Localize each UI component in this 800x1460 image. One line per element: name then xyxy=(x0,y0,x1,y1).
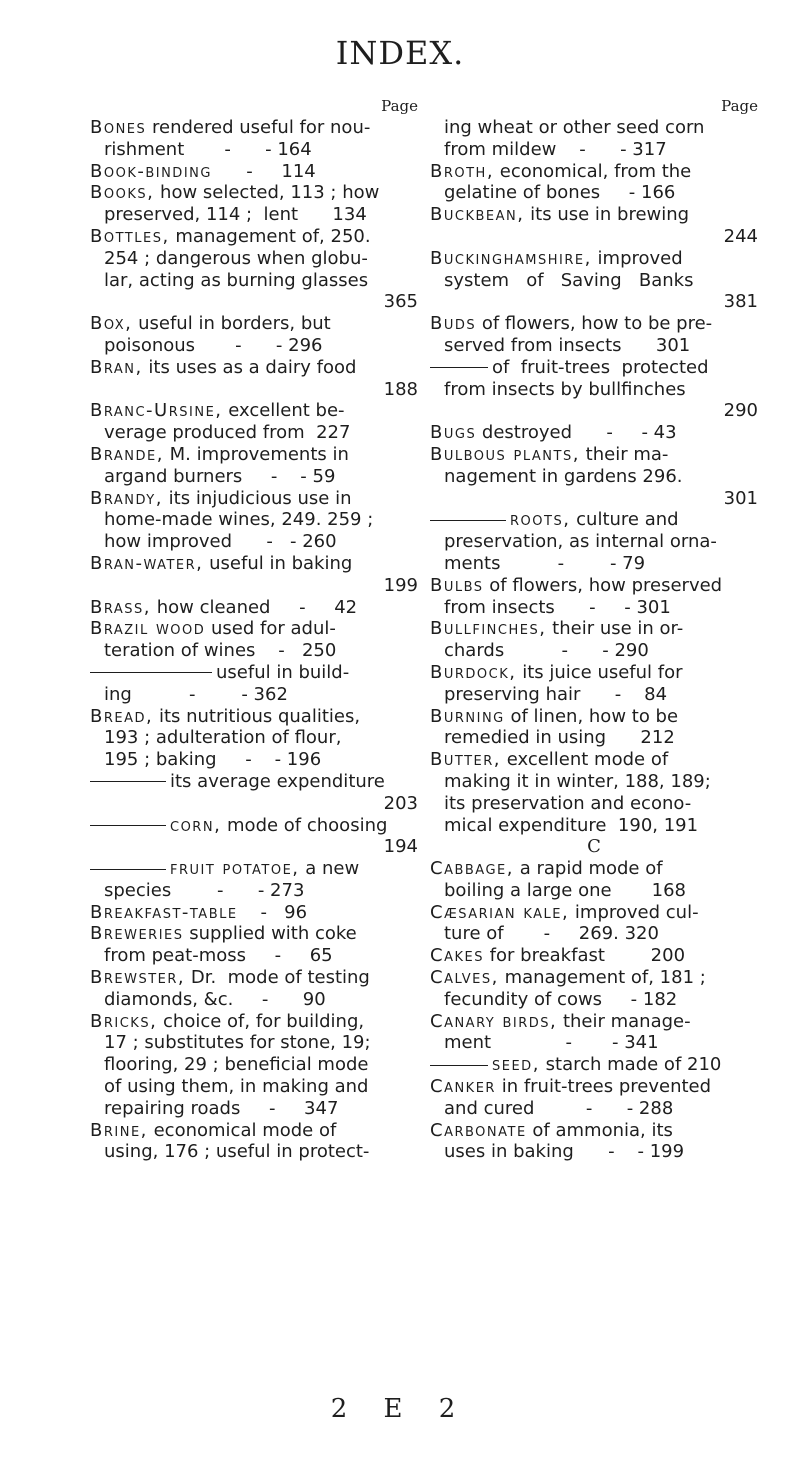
index-line xyxy=(90,989,418,1011)
index-entry-text: rishment - - 164 xyxy=(104,138,312,160)
index-line xyxy=(430,575,758,597)
index-line xyxy=(90,1098,418,1120)
ditto-rule xyxy=(430,520,506,521)
index-line xyxy=(90,248,418,270)
index-line xyxy=(90,662,418,684)
index-line xyxy=(430,270,758,292)
index-line xyxy=(90,749,418,771)
index-line xyxy=(90,1032,418,1054)
index-entry-text: 199 xyxy=(383,574,418,596)
index-line xyxy=(90,618,418,640)
index-line xyxy=(90,531,418,553)
index-entry-text: argand burners - - 59 xyxy=(104,465,336,487)
index-line xyxy=(430,640,758,662)
index-entry-text: its preservation and econo- xyxy=(444,792,692,814)
index-line xyxy=(90,139,418,161)
index-line xyxy=(90,923,418,945)
index-entry-text: from peat-moss - 65 xyxy=(104,945,333,967)
index-entry-text: its nutritious qualities, xyxy=(153,705,361,727)
index-line xyxy=(90,771,418,793)
index-entry-text: poisonous - - 296 xyxy=(104,334,323,356)
index-entry-text: a new xyxy=(299,858,360,880)
index-line xyxy=(90,836,418,858)
index-entry-text: mode of choosing xyxy=(221,814,388,836)
index-line xyxy=(430,379,758,401)
index-line xyxy=(430,248,758,270)
index-headword: corn, xyxy=(170,814,222,836)
index-line xyxy=(90,357,418,379)
index-line xyxy=(430,902,758,924)
index-line xyxy=(430,880,758,902)
index-line xyxy=(90,706,418,728)
index-entry-text: of ammonia, its xyxy=(526,1119,673,1141)
index-entry-text: its juice useful for xyxy=(516,661,683,683)
index-entry-text: uses in baking - - 199 xyxy=(444,1141,685,1163)
index-line xyxy=(430,313,758,335)
index-line xyxy=(90,161,418,183)
index-line xyxy=(90,117,418,139)
index-entry-text: supplied with coke xyxy=(183,923,357,945)
index-line xyxy=(430,597,758,619)
index-line xyxy=(90,597,418,619)
index-entry-text: species - - 273 xyxy=(104,879,305,901)
index-line xyxy=(90,270,418,292)
index-line xyxy=(430,553,758,575)
index-entry-text: 203 xyxy=(383,792,418,814)
index-headword: Cæsarian kale, xyxy=(430,901,570,923)
index-entry-text: 193 ; adulteration of flour, xyxy=(104,727,342,749)
index-headword: Canary birds, xyxy=(430,1010,558,1032)
index-entry-text: a rapid mode of xyxy=(513,858,663,880)
index-line xyxy=(430,793,758,815)
index-line xyxy=(90,880,418,902)
ditto-rule xyxy=(430,367,488,368)
index-headword: fruit potatoe, xyxy=(170,858,300,880)
index-line xyxy=(430,815,758,837)
index-line xyxy=(430,1011,758,1033)
index-line xyxy=(430,226,758,248)
index-headword: Butter, xyxy=(430,749,501,771)
index-entry-text: Dr. mode of testing xyxy=(185,967,370,989)
index-headword: Brass, xyxy=(90,596,151,618)
index-entry-text: ments - - 79 xyxy=(444,552,646,574)
index-line xyxy=(430,531,758,553)
index-entry-text: useful in baking xyxy=(203,552,353,574)
index-entry-text: of fruit-trees protected xyxy=(492,356,709,378)
index-line xyxy=(90,1011,418,1033)
index-line xyxy=(90,509,418,531)
page-title: INDEX. xyxy=(335,34,465,72)
index-line xyxy=(90,815,418,837)
index-line xyxy=(90,1054,418,1076)
index-line xyxy=(430,989,758,1011)
index-headword: Brine, xyxy=(90,1119,148,1141)
index-line xyxy=(430,706,758,728)
index-line xyxy=(430,161,758,183)
index-line xyxy=(430,204,758,226)
index-line xyxy=(430,488,758,510)
index-line xyxy=(430,139,758,161)
index-entry-text: from mildew - - 317 xyxy=(444,138,667,160)
index-entry-text: flooring, 29 ; beneficial mode xyxy=(104,1054,369,1076)
index-headword: Buckbean, xyxy=(430,204,525,226)
index-entry-text: its injudicious use in xyxy=(162,487,352,509)
index-headword: Canker xyxy=(430,1076,496,1098)
index-line xyxy=(90,335,418,357)
index-line xyxy=(430,291,758,313)
index-line xyxy=(90,727,418,749)
index-entry-text: 365 xyxy=(383,291,418,313)
index-entry-text: choice of, for building, xyxy=(157,1010,365,1032)
index-line xyxy=(90,553,418,575)
index-headword: Carbonate xyxy=(430,1119,527,1141)
index-line xyxy=(430,967,758,989)
index-entry-text: management of, 181 ; xyxy=(498,967,706,989)
index-headword: Bulbous plants, xyxy=(430,443,580,465)
index-headword: Books, xyxy=(90,182,155,204)
index-headword: Branc-Ursine, xyxy=(90,400,223,422)
index-entry-text: and cured - - 288 xyxy=(444,1097,674,1119)
index-entry-text: - 114 xyxy=(211,160,316,182)
index-line xyxy=(90,488,418,510)
index-headword: Breakfast-table xyxy=(90,901,238,923)
index-entry-text: 188 xyxy=(383,378,418,400)
index-headword: Breweries xyxy=(90,923,184,945)
index-entry-text: lar, acting as burning glasses xyxy=(104,269,369,291)
index-headword: Burdock, xyxy=(430,661,517,683)
index-line xyxy=(430,182,758,204)
index-line xyxy=(90,793,418,815)
index-line xyxy=(430,1120,758,1142)
index-headword: Bugs xyxy=(430,422,477,444)
ditto-rule xyxy=(90,869,166,870)
index-entry-text: used for adul- xyxy=(205,618,336,640)
index-headword: Box, xyxy=(90,313,133,335)
index-line xyxy=(430,662,758,684)
index-line xyxy=(90,226,418,248)
index-line xyxy=(430,1032,758,1054)
index-entry-text: its average expenditure xyxy=(170,770,385,792)
index-entry-text: preservation, as internal orna- xyxy=(444,531,717,553)
index-entry-text: ing - - 362 xyxy=(104,683,288,705)
index-line xyxy=(430,509,758,531)
index-entry-text: from insects by bullfinches xyxy=(444,378,686,400)
index-entry-text: making it in winter, 188, 189; xyxy=(444,770,711,792)
index-entry-text: ing wheat or other seed corn xyxy=(444,117,705,138)
index-line xyxy=(430,1076,758,1098)
index-line xyxy=(430,684,758,706)
index-line xyxy=(90,902,418,924)
index-line xyxy=(90,1076,418,1098)
index-headword: Calves, xyxy=(430,967,499,989)
index-entry-text: remedied in using 212 xyxy=(444,727,675,749)
index-line xyxy=(90,400,418,422)
index-headword: Bran-water, xyxy=(90,552,204,574)
index-entry-text: 301 xyxy=(723,487,758,509)
index-line xyxy=(430,923,758,945)
page-column-label: Page xyxy=(721,97,758,115)
index-entry-text: economical mode of xyxy=(147,1119,337,1141)
index-headword: Bran, xyxy=(90,356,143,378)
index-entry-text: of linen, how to be xyxy=(504,705,679,727)
index-headword: Bullfinches, xyxy=(430,618,547,640)
index-entry-text: improved cul- xyxy=(569,901,699,923)
index-line xyxy=(90,444,418,466)
index-entry-text: how selected, 113 ; how xyxy=(154,182,380,204)
index-line xyxy=(90,945,418,967)
index-line xyxy=(90,1120,418,1142)
index-line xyxy=(90,640,418,662)
index-entry-text: preserved, 114 ; lent 134 xyxy=(104,204,367,226)
index-line xyxy=(90,684,418,706)
index-entry-text: excellent be- xyxy=(222,400,345,422)
index-entry-text: their ma- xyxy=(579,443,669,465)
index-entry-text: ment - - 341 xyxy=(444,1032,659,1054)
index-entry-text: their use in or- xyxy=(546,618,684,640)
index-entry-text: 290 xyxy=(723,400,758,422)
index-headword: Buds xyxy=(430,313,477,335)
index-entry-text: destroyed - - 43 xyxy=(476,422,677,444)
ditto-rule xyxy=(90,825,166,826)
index-line xyxy=(90,379,418,401)
index-entry-text: teration of wines - 250 xyxy=(104,640,337,662)
index-entry-text: 381 xyxy=(723,291,758,313)
index-entry-text: its uses as a dairy food xyxy=(142,356,357,378)
index-entry-text: 244 xyxy=(723,225,758,247)
index-entry-text: how improved - - 260 xyxy=(104,531,337,553)
index-entry-text: culture and xyxy=(570,509,679,531)
index-entry-text: its use in brewing xyxy=(524,204,690,226)
index-entry-text: ture of - 269. 320 xyxy=(444,923,659,945)
index-line xyxy=(430,727,758,749)
ditto-rule xyxy=(90,781,166,782)
index-headword: Brandy, xyxy=(90,487,163,509)
index-line xyxy=(430,357,758,379)
index-entry-text: improved xyxy=(591,247,683,269)
index-entry-text: management of, 250. xyxy=(169,225,371,247)
index-entry-text: excellent mode of xyxy=(501,749,669,771)
index-entry-text: gelatine of bones - 166 xyxy=(444,182,676,204)
index-line xyxy=(430,858,758,880)
index-entry-text: using, 176 ; useful in protect- xyxy=(104,1141,370,1163)
index-line xyxy=(430,1141,758,1163)
index-line xyxy=(430,1098,758,1120)
index-line xyxy=(90,291,418,313)
index-line xyxy=(90,422,418,444)
index-entry-text: fecundity of cows - 182 xyxy=(444,988,678,1010)
index-entry-text: of using them, in making and xyxy=(104,1076,369,1098)
index-entry-text: 254 ; dangerous when globu- xyxy=(104,247,368,269)
index-entry-text: of flowers, how preserved xyxy=(483,574,723,596)
index-line xyxy=(90,967,418,989)
index-line xyxy=(430,400,758,422)
index-line xyxy=(90,858,418,880)
index-entry-text: how cleaned - 42 xyxy=(150,596,358,618)
index-line xyxy=(90,313,418,335)
index-line xyxy=(430,771,758,793)
index-entry-text: home-made wines, 249. 259 ; xyxy=(104,509,374,531)
index-headword: Buckinghamshire, xyxy=(430,247,592,269)
index-entry-text: from insects - - 301 xyxy=(444,596,671,618)
index-entry-text: in fruit-trees prevented xyxy=(495,1076,712,1098)
index-line xyxy=(90,204,418,226)
index-entry-text: for breakfast 200 xyxy=(483,945,686,967)
index-entry-text: boiling a large one 168 xyxy=(444,879,686,901)
index-entry-text: preserving hair - 84 xyxy=(444,683,668,705)
index-line xyxy=(430,335,758,357)
index-headword: seed, xyxy=(492,1054,540,1076)
index-entry-text: mical expenditure 190, 191 xyxy=(444,814,699,836)
index-headword: Bricks, xyxy=(90,1010,158,1032)
index-line xyxy=(430,945,758,967)
index-entry-text: 195 ; baking - - 196 xyxy=(104,749,322,771)
index-line xyxy=(430,618,758,640)
index-entry-text: 17 ; substitutes for stone, 19; xyxy=(104,1032,371,1054)
index-entry-text: economical, from the xyxy=(494,160,692,182)
index-entry-text: M. improvements in xyxy=(163,443,349,465)
index-line xyxy=(430,117,758,139)
index-line xyxy=(430,444,758,466)
index-headword: Cakes xyxy=(430,945,484,967)
index-entry-text: their manage- xyxy=(557,1010,691,1032)
index-line xyxy=(430,749,758,771)
index-entry-text: 194 xyxy=(383,836,418,858)
index-entry-text: served from insects 301 xyxy=(444,334,691,356)
index-entry-text: starch made of 210 xyxy=(539,1054,722,1076)
index-line xyxy=(430,466,758,488)
index-headword: Bones xyxy=(90,117,147,138)
index-headword: roots, xyxy=(510,509,571,531)
ditto-rule xyxy=(90,672,212,673)
index-headword: Burning xyxy=(430,705,505,727)
page-column-label: Page xyxy=(381,97,418,115)
index-entry-text: - 96 xyxy=(237,901,308,923)
index-line xyxy=(430,836,758,858)
index-entry-text: rendered useful for nou- xyxy=(146,117,371,138)
index-column-left xyxy=(90,96,418,1163)
index-headword: Brande, xyxy=(90,443,164,465)
index-entry-text: repairing roads - 347 xyxy=(104,1097,339,1119)
signature-mark: 2 E 2 xyxy=(330,1394,470,1424)
index-headword: Book-binding xyxy=(90,160,212,182)
index-line xyxy=(430,422,758,444)
index-entry-text: useful in build- xyxy=(216,661,350,683)
index-entry-text: system of Saving Banks xyxy=(444,269,694,291)
index-entry-text: C xyxy=(587,836,601,858)
index-entry-text: useful in borders, but xyxy=(132,313,331,335)
index-line xyxy=(90,182,418,204)
index-line xyxy=(90,575,418,597)
index-entry-text: nagement in gardens 296. xyxy=(444,465,683,487)
index-entry-text: of flowers, how to be pre- xyxy=(476,313,713,335)
index-headword: Bulbs xyxy=(430,574,484,596)
index-headword: Broth, xyxy=(430,160,495,182)
index-headword: Cabbage, xyxy=(430,858,514,880)
index-column-right xyxy=(430,96,758,1163)
index-entry-text: chards - - 290 xyxy=(444,640,649,662)
index-line xyxy=(430,1054,758,1076)
ditto-rule xyxy=(430,1065,488,1066)
index-entry-text: verage produced from 227 xyxy=(104,422,351,444)
index-entry-text: diamonds, &c. - 90 xyxy=(104,988,326,1010)
index-headword: Brazil wood xyxy=(90,618,206,640)
index-headword: Brewster, xyxy=(90,967,186,989)
index-headword: Bread, xyxy=(90,705,154,727)
index-line xyxy=(90,1141,418,1163)
index-line xyxy=(90,466,418,488)
index-headword: Bottles, xyxy=(90,225,170,247)
